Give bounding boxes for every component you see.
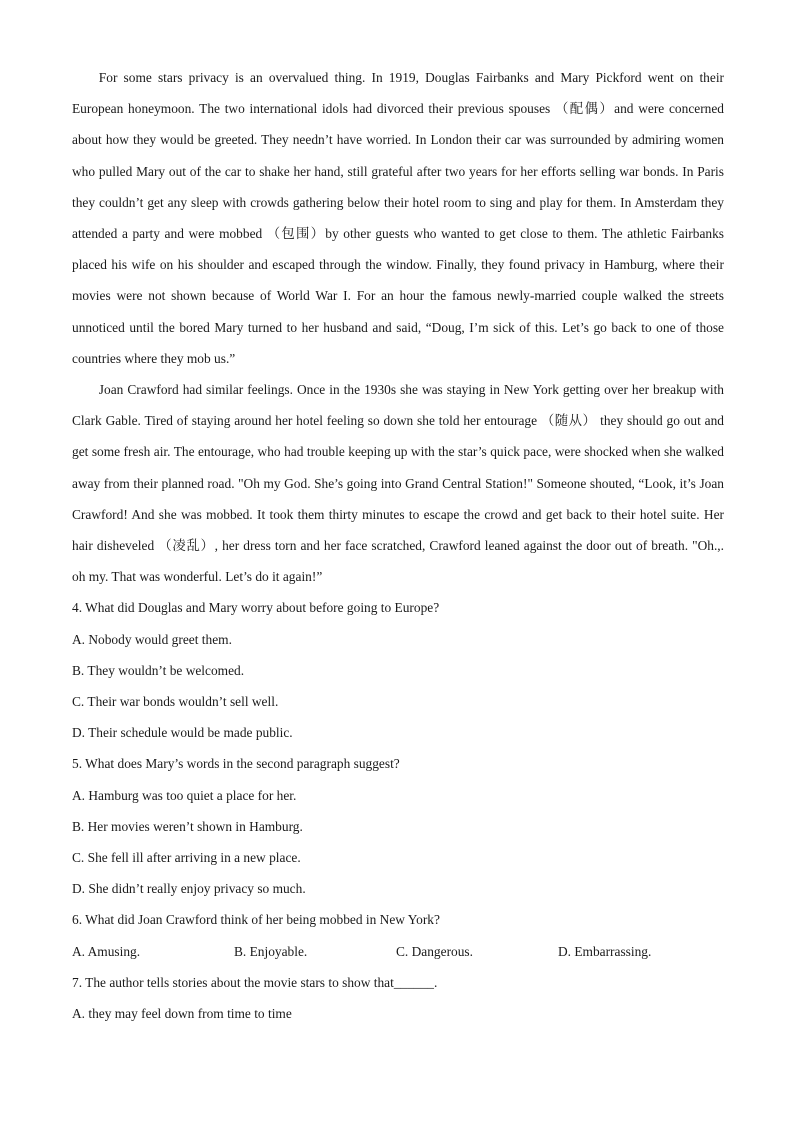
question-5-option-c: C. She fell ill after arriving in a new place. (72, 850, 301, 866)
question-5-option-d: D. She didn’t really enjoy privacy so much. (72, 881, 306, 897)
question-4-option-a: A. Nobody would greet them. (72, 631, 232, 647)
passage-paragraph-1: For some stars privacy is an overvalued thing. In 1919, Douglas Fairbanks and Mary Pickford went on their European honeymoon. The two international idols had divorced their previous spouses （配偶）and were concerned about how they would be greeted. They needn’t have worried. In London their car was surrounded by admiring women who pulled Mary out of the car to shake her hand, still grateful after two years for her efforts selling war bonds. In Paris they couldn’t get any sleep with crowds gathering below their hotel room to sing and play for them. In Amsterdam they attended a party and were mobbed （包围）by other guests who wanted to get close to them. The athletic Fairbanks placed his wife on his shoulder and escaped through the window. Finally, they found privacy in Hamburg, where their movies were not shown because of World War I. For an hour the famous newly-married couple walked the streets unnoticed until the bored Mary turned to her husband and said, “Doug, I’m sick of this. Let’s go back to one of those countries where they mob us.” (72, 70, 724, 366)
question-5 (72, 748, 724, 904)
question-7-stem: 7. The author tells stories about the movie stars to show that______. (72, 974, 438, 990)
question-7-option-a: A. they may feel down from time to time (72, 1006, 292, 1022)
question-4-option-b: B. They wouldn’t be welcomed. (72, 662, 245, 678)
question-4-option-d: D. Their schedule would be made public. (72, 725, 293, 741)
question-6-option-d: D. Embarrassing. (558, 943, 652, 959)
question-5-option-b: B. Her movies weren’t shown in Hamburg. (72, 818, 303, 834)
question-6-option-a: A. Amusing. (72, 943, 141, 959)
question-5-option-a: A. Hamburg was too quiet a place for her. (72, 787, 297, 803)
question-4-stem: 4. What did Douglas and Mary worry about before going to Europe? (72, 600, 440, 616)
question-4 (72, 592, 724, 748)
question-5-stem: 5. What does Mary’s words in the second paragraph suggest? (72, 756, 400, 772)
document-page (72, 62, 724, 1029)
question-6-option-c: C. Dangerous. (396, 943, 473, 959)
question-4-option-c: C. Their war bonds wouldn’t sell well. (72, 694, 279, 710)
question-6-options (72, 936, 724, 967)
question-6-option-b: B. Enjoyable. (234, 943, 308, 959)
passage-paragraph-2: Joan Crawford had similar feelings. Once in the 1930s she was staying in New York getting over her breakup with Clark Gable. Tired of staying around her hotel feeling so down she told her entourage （随从） they should go out and get some fresh air. The entourage, who had trouble keeping up with the star’s quick pace, were shocked when she walked away from their planned road. "Oh my God. She’s going into Grand Central Station!" Someone shouted, “Look, it’s Joan Crawford! And she was mobbed. It took them thirty minutes to escape the crowd and get back to their hotel suite. Her hair disheveled （凌乱）, her dress torn and her face scratched, Crawford leaned against the door out of breath. "Oh.,. oh my. That was wonderful. Let’s do it again!” (72, 382, 724, 585)
question-6 (72, 904, 724, 966)
question-6-stem: 6. What did Joan Crawford think of her being mobbed in New York? (72, 912, 440, 928)
question-7 (72, 967, 724, 1029)
